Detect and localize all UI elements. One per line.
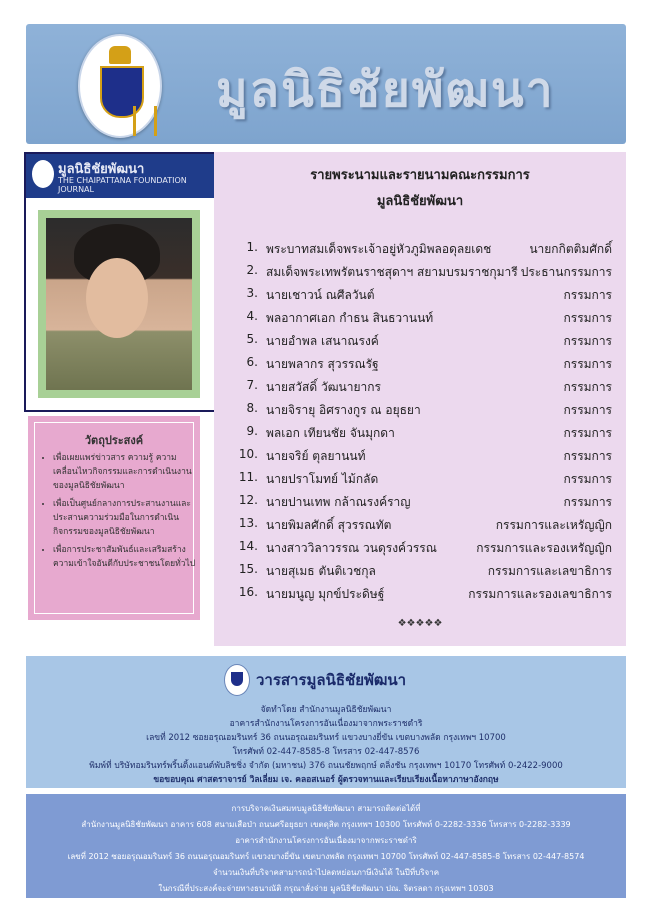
member-number: 11.	[238, 470, 258, 484]
committee-title: รายพระนามและรายนามคณะกรรมการ	[310, 168, 530, 183]
portrait-photo	[46, 218, 192, 390]
member-role: กรรมการ	[563, 426, 612, 440]
footer-line: จำนวนเงินที่บริจาคสามารถนำไปลดหย่อนภาษีเงินได้ ในปีที่บริจาค	[212, 868, 440, 877]
member-name: นายปานเทพ กล้าณรงค์ราญ	[266, 495, 411, 509]
list-item	[232, 585, 612, 608]
member-role: กรรมการ	[563, 449, 612, 463]
member-role: กรรมการและเหรัญญิก	[495, 518, 612, 532]
objectives-title: วัตถุประสงค์	[84, 434, 144, 447]
journal-cover	[24, 152, 216, 412]
list-item	[232, 378, 612, 401]
member-name: นายเชาวน์ ณศีลวันต์	[266, 288, 375, 302]
list-item	[232, 263, 612, 286]
member-number: 8.	[246, 401, 258, 415]
member-role: กรรมการและรองเหรัญญิก	[476, 541, 612, 555]
member-name: นายปราโมทย์ ไม้กลัด	[266, 472, 379, 486]
crown-icon	[109, 46, 131, 64]
donation-footer	[26, 794, 626, 898]
cover-photo-frame	[38, 210, 200, 398]
member-number: 4.	[246, 309, 258, 323]
list-item	[232, 516, 612, 539]
foundation-crest-icon	[78, 34, 162, 138]
cover-title: มูลนิธิชัยพัฒนา	[58, 162, 145, 177]
cover-subtitle: THE CHAIPATTANA FOUNDATION JOURNAL	[58, 176, 187, 194]
member-name: นางสาววิลาวรรณ วนดุรงค์วรรณ	[266, 541, 437, 555]
member-name: สมเด็จพระเทพรัตนราชสุดาฯ สยามบรมราชกุมารี	[266, 265, 518, 279]
list-item	[232, 240, 612, 263]
member-role: กรรมการ	[563, 472, 612, 486]
member-role: ประธานกรรมการ	[520, 265, 612, 279]
list-item	[232, 355, 612, 378]
footer-line: เลขที่ 2012 ซอยอรุณอมรินทร์ 36 ถนนอรุณอมรินทร์ แขวงบางยี่ขัน เขตบางพลัด กรุงเทพฯ 10700 โทรศัพท์ 02-447-8585-8 โทรสาร 02-447-8574	[67, 852, 585, 861]
journal-info-box	[26, 656, 626, 788]
member-name: พลอากาศเอก กำธน สินธวานนท์	[266, 311, 434, 325]
member-role: กรรมการ	[563, 380, 612, 394]
list-item	[232, 309, 612, 332]
committee-subtitle: มูลนิธิชัยพัฒนา	[376, 194, 464, 209]
list-item	[232, 562, 612, 585]
list-item	[232, 470, 612, 493]
objectives-box	[28, 416, 200, 620]
decorative-stars: ❖❖❖❖❖	[397, 618, 443, 629]
member-number: 12.	[238, 493, 258, 507]
member-name: นายพิมลศักดิ์ สุวรรณทัต	[266, 518, 392, 532]
list-item: • เพื่อเผยแพร่ข่าวสาร ความรู้ ความเคลื่อนไหวกิจกรรมและการดำเนินงานของมูลนิธิชัยพัฒนา	[53, 451, 205, 493]
journal-line: พิมพ์ที่ บริษัทอมรินทร์พริ้นติ้งแอนด์พับลิชชิ่ง จำกัด (มหาชน) 376 ถนนชัยพฤกษ์ ตลิ่งชัน กรุงเทพฯ 10170 โทรศัพท์ 0-2422-9000	[89, 761, 563, 771]
member-number: 3.	[246, 286, 258, 300]
journal-logo-icon	[224, 664, 250, 696]
member-role: กรรมการ	[563, 334, 612, 348]
member-name: นายอำพล เสนาณรงค์	[266, 334, 379, 348]
member-name: นายจิรายุ อิศรางกูร ณ อยุธยา	[266, 403, 421, 417]
member-number: 6.	[246, 355, 258, 369]
member-number: 2.	[246, 263, 258, 277]
journal-line: จัดทำโดย สำนักงานมูลนิธิชัยพัฒนา	[260, 705, 392, 715]
list-item	[232, 424, 612, 447]
member-name: นายจริย์ ตุลยานนท์	[266, 449, 366, 463]
member-number: 5.	[246, 332, 258, 346]
member-number: 16.	[238, 585, 258, 599]
member-name: พระบาทสมเด็จพระเจ้าอยู่หัวภูมิพลอดุลยเดช	[266, 242, 492, 256]
journal-line: เลขที่ 2012 ซอยอรุณอมรินทร์ 36 ถนนอรุณอมรินทร์ แขวงบางยี่ขัน เขตบางพลัด กรุงเทพฯ 10700	[146, 733, 506, 743]
list-item: • เพื่อเป็นศูนย์กลางการประสานงานและประสานความร่วมมือในการดำเนินกิจกรรมของมูลนิธิชัยพัฒนา	[53, 497, 205, 539]
page-title: มูลนิธิชัยพัฒนา	[216, 62, 555, 118]
list-item	[232, 401, 612, 424]
member-name: พลเอก เทียนชัย จันมุกดา	[266, 426, 395, 440]
member-number: 1.	[246, 240, 258, 254]
objectives-list	[39, 451, 205, 575]
member-role: กรรมการและรองเลขาธิการ	[468, 587, 612, 601]
member-role: กรรมการ	[563, 357, 612, 371]
member-number: 9.	[246, 424, 258, 438]
member-role: กรรมการ	[563, 288, 612, 302]
list-item: • เพื่อการประชาสัมพันธ์และเสริมสร้างความเข้าใจอันดีกับประชาชนโดยทั่วไป	[53, 543, 205, 571]
member-name: นายพลากร สุวรรณรัฐ	[266, 357, 379, 371]
cover-logo-icon	[32, 160, 54, 188]
member-name: นายสุเมธ ตันติเวชกุล	[266, 564, 376, 578]
member-name: นายมนูญ มุกข์ประดิษฐ์	[266, 587, 385, 601]
member-role: กรรมการ	[563, 495, 612, 509]
journal-line: อาคารสำนักงานโครงการอันเนื่องมาจากพระราชดำริ	[229, 719, 423, 729]
committee-panel	[214, 152, 626, 646]
footer-line: การบริจาคเงินสมทบมูลนิธิชัยพัฒนา สามารถติดต่อได้ที่	[231, 804, 421, 813]
journal-line: ขอขอบคุณ ศาสตราจารย์ วิลเลี่ยม เจ. คลอสเนอร์ ผู้ตรวจทานและเรียบเรียงเนื้อหาภาษาอังกฤษ	[153, 775, 499, 785]
member-number: 7.	[246, 378, 258, 392]
footer-line: สำนักงานมูลนิธิชัยพัฒนา อาคาร 608 สนามเสือป่า ถนนศรีอยุธยา เขตดุสิต กรุงเทพฯ 10300 โทรศัพท์ 0-2282-3336 โทรสาร 0-2282-3339	[81, 820, 571, 829]
list-item	[232, 539, 612, 562]
list-item	[232, 286, 612, 309]
member-role: นายกกิตติมศักดิ์	[529, 242, 612, 256]
cover-band	[26, 154, 214, 198]
journal-line: โทรศัพท์ 02-447-8585-8 โทรสาร 02-447-8576	[232, 747, 420, 757]
committee-list	[232, 240, 612, 608]
member-number: 13.	[238, 516, 258, 530]
shield-icon	[100, 66, 144, 118]
list-item	[232, 493, 612, 516]
header-banner	[26, 24, 626, 144]
member-role: กรรมการ	[563, 311, 612, 325]
member-name: นายสวัสดิ์ วัฒนายากร	[266, 380, 381, 394]
member-number: 15.	[238, 562, 258, 576]
footer-line: ในกรณีที่ประสงค์จะจ่ายทางธนาณัติ กรุณาสั่งจ่าย มูลนิธิชัยพัฒนา ปณ. จิตรลดา กรุงเทพฯ 10303	[158, 884, 494, 893]
list-item	[232, 447, 612, 470]
footer-line: อาคารสำนักงานโครงการอันเนื่องมาจากพระราชดำริ	[235, 836, 417, 845]
member-number: 14.	[238, 539, 258, 553]
member-role: กรรมการและเลขาธิการ	[487, 564, 612, 578]
journal-title: วารสารมูลนิธิชัยพัฒนา	[256, 671, 407, 689]
list-item	[232, 332, 612, 355]
member-number: 10.	[238, 447, 258, 461]
member-role: กรรมการ	[563, 403, 612, 417]
